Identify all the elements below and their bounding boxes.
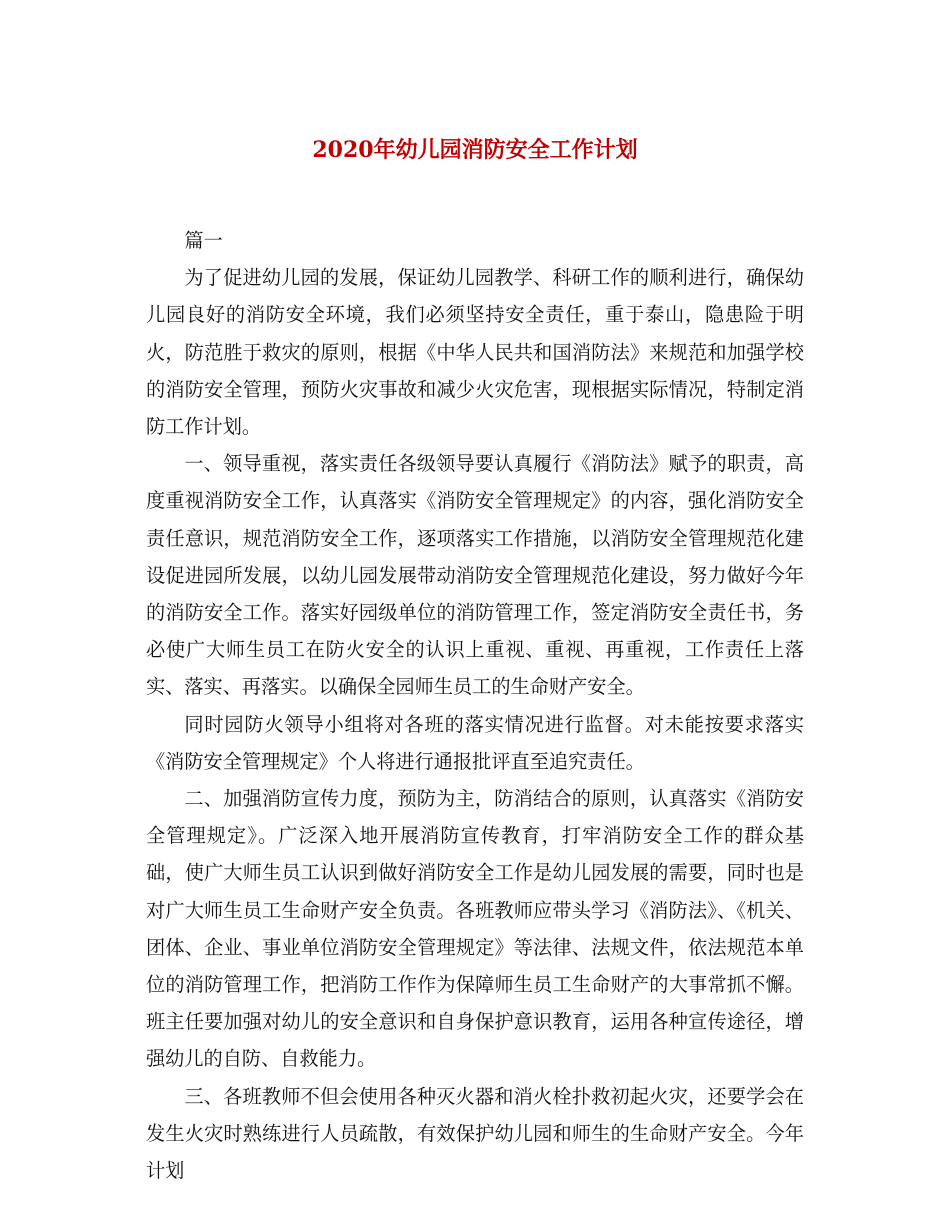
paragraph-publicity: 二、加强消防宣传力度，预防为主，防消结合的原则，认真落实《消防安全管理规定》。广泛深入地开展消防宣传教育，打牢消防安全工作的群众基础，使广大师生员工认识到做好消防安全工作是幼儿园发展的需要，同时也是对广大师生员工生命财产安全负责。各班教师应带头学习《消防法》、《机关、团体、企业、事业单位消防安全管理规定》等法律、法规文件，依法规范本单位的消防管理工作，把消防工作作为保障师生员工生命财产的大事常抓不懈。班主任要加强对幼儿的安全意识和自身保护意识教育，运用各种宣传途径，增强幼儿的自防、自救能力。 — [146, 787, 804, 1071]
paragraph-supervision: 同时园防火领导小组将对各班的落实情况进行监督。对未能按要求落实《消防安全管理规定》个人将进行通报批评直至追究责任。 — [146, 712, 804, 773]
document-title: 2020年幼儿园消防安全工作计划 — [312, 137, 638, 163]
section-heading: 篇一 — [184, 229, 223, 252]
document-body — [146, 222, 804, 1189]
paragraph-training: 三、各班教师不但会使用各种灭火器和消火栓扑救初起火灾，还要学会在发生火灾时熟练进行人员疏散，有效保护幼儿园和师生的生命财产安全。今年计划 — [146, 1084, 804, 1183]
paragraph-intro: 为了促进幼儿园的发展，保证幼儿园教学、科研工作的顺利进行，确保幼儿园良好的消防安全环境，我们必须坚持安全责任，重于泰山，隐患险于明火，防范胜于救灾的原则，根据《中华人民共和国消防法》来规范和加强学校的消防安全管理，预防火灾事故和减少火灾危害，现根据实际情况，特制定消防工作计划。 — [146, 266, 804, 439]
paragraph-leadership: 一、领导重视，落实责任各级领导要认真履行《消防法》赋予的职责，高度重视消防安全工作，认真落实《消防安全管理规定》的内容，强化消防安全责任意识，规范消防安全工作，逐项落实工作措施，以消防安全管理规范化建设促进园所发展，以幼儿园发展带动消防安全管理规范化建设，努力做好今年的消防安全工作。落实好园级单位的消防管理工作，签定消防安全责任书，务必使广大师生员工在防火安全的认识上重视、重视、再重视，工作责任上落实、落实、再落实。以确保全园师生员工的生命财产安全。 — [146, 452, 804, 699]
